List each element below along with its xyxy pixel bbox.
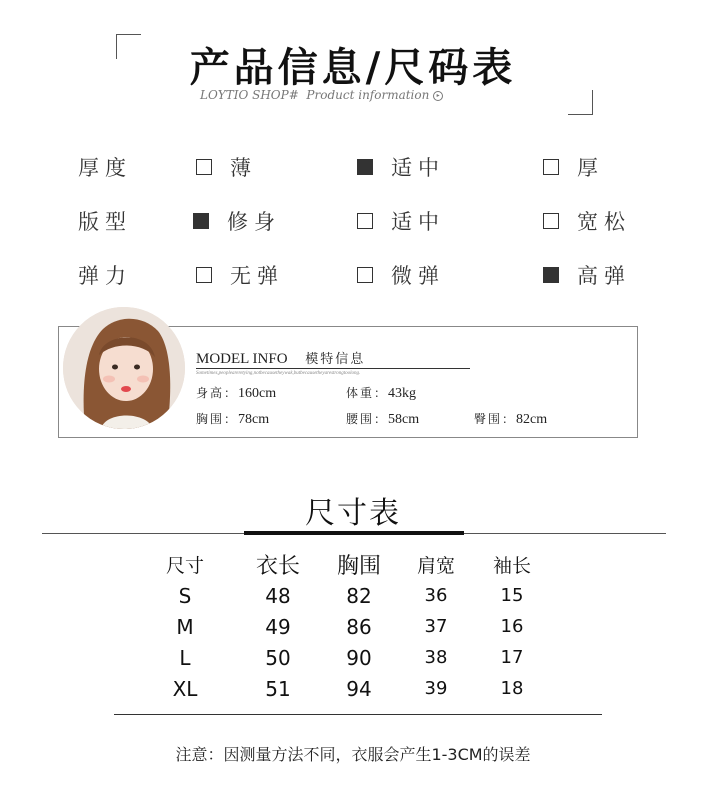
checkbox-icon — [543, 159, 559, 175]
model-heading-en: MODEL INFO — [196, 351, 288, 367]
column-header: 袖长 — [492, 554, 531, 577]
table-cell: 90 — [346, 645, 372, 670]
model-heading-cn: 模特信息 — [305, 352, 366, 367]
option-medium — [357, 152, 445, 182]
option-label: 修身 — [227, 210, 281, 234]
option-label: 无弹 — [230, 264, 284, 288]
table-cell: M — [176, 614, 194, 639]
circle-arrow-icon: ▸ — [433, 91, 443, 101]
size-table — [130, 548, 554, 704]
table-row — [130, 673, 554, 704]
size-chart-title: 尺寸表 — [305, 496, 401, 531]
table-cell: 50 — [265, 645, 291, 670]
model-tagline: Sometimes,peopleareretying,notbecausetheywak,butbecausetheyarestrongtoolong. — [196, 371, 361, 376]
stat-label: 腰围： — [346, 412, 389, 426]
measurement-note: 注意：因测量方法不同，衣服会产生1-3CM的误差 — [175, 745, 531, 764]
table-cell: 51 — [265, 676, 291, 701]
stat-label: 身高： — [196, 386, 239, 400]
table-cell: 86 — [346, 614, 372, 639]
column-header: 肩宽 — [416, 554, 455, 577]
attribute-label: 版型 — [78, 210, 132, 234]
checkbox-icon — [196, 267, 212, 283]
stat-label: 臀围： — [474, 412, 517, 426]
option-slight-stretch — [357, 260, 445, 290]
table-row — [130, 611, 554, 642]
option-label: 薄 — [230, 156, 257, 180]
option-no-stretch — [196, 260, 284, 290]
stat-value: 82cm — [516, 412, 548, 427]
checkbox-icon — [196, 159, 212, 175]
column-header: 胸围 — [336, 553, 381, 579]
option-regular — [357, 206, 445, 236]
option-label: 适中 — [391, 210, 445, 234]
option-label: 高弹 — [577, 264, 631, 288]
divider — [196, 368, 470, 369]
stat-value: 78cm — [238, 412, 270, 427]
checkbox-icon — [357, 267, 373, 283]
table-cell: 94 — [346, 676, 372, 701]
table-cell: 49 — [265, 614, 291, 639]
model-info-heading — [196, 348, 365, 368]
column-header: 衣长 — [255, 553, 300, 579]
stat-value: 58cm — [388, 412, 420, 427]
table-cell: 39 — [424, 678, 448, 699]
table-row — [130, 642, 554, 673]
option-thick — [543, 152, 604, 182]
model-waist — [346, 410, 419, 428]
attribute-label: 厚度 — [78, 156, 132, 180]
table-cell: 18 — [500, 678, 524, 699]
subtitle-label: Product information — [306, 88, 430, 102]
model-bust — [196, 410, 269, 428]
option-label: 厚 — [577, 156, 604, 180]
stat-value: 160cm — [238, 386, 277, 401]
option-loose — [543, 206, 631, 236]
column-header: 尺寸 — [165, 554, 204, 577]
table-cell: XL — [172, 676, 198, 701]
table-cell: S — [178, 583, 192, 608]
page-title: 产品信息/尺码表 — [189, 44, 517, 91]
option-slim — [193, 206, 281, 236]
attribute-label: 弹力 — [78, 264, 132, 288]
attribute-row-elasticity — [0, 254, 706, 294]
checkbox-checked-icon — [193, 213, 209, 229]
title-underline — [244, 531, 464, 535]
option-label: 宽松 — [577, 210, 631, 234]
model-height — [196, 384, 276, 402]
table-cell: 48 — [265, 583, 291, 608]
option-label: 微弹 — [391, 264, 445, 288]
table-cell: 17 — [500, 647, 524, 668]
table-cell: 82 — [346, 583, 372, 608]
corner-bracket-bottom-right — [568, 90, 593, 115]
attribute-row-fit — [0, 200, 706, 240]
table-cell: 36 — [424, 585, 448, 606]
option-label: 适中 — [391, 156, 445, 180]
page-subtitle — [200, 88, 443, 102]
checkbox-icon — [543, 213, 559, 229]
option-high-stretch — [543, 260, 631, 290]
table-cell: 15 — [500, 585, 524, 606]
checkbox-icon — [357, 213, 373, 229]
stat-label: 胸围： — [196, 412, 239, 426]
checkbox-checked-icon — [543, 267, 559, 283]
table-header-row — [130, 548, 554, 580]
table-row — [130, 580, 554, 611]
table-cell: L — [179, 645, 191, 670]
table-cell: 38 — [424, 647, 448, 668]
model-avatar — [63, 307, 185, 429]
stat-value: 43kg — [388, 386, 417, 401]
checkbox-checked-icon — [357, 159, 373, 175]
attribute-row-thickness — [0, 146, 706, 186]
table-cell: 16 — [500, 616, 524, 637]
model-weight — [346, 384, 416, 402]
divider — [114, 714, 602, 715]
model-hip — [474, 410, 547, 428]
brand-name: LOYTIO SHOP# — [200, 88, 299, 102]
table-cell: 37 — [424, 616, 448, 637]
model-portrait-icon — [63, 307, 185, 429]
option-thin — [196, 152, 257, 182]
stat-label: 体重： — [346, 386, 389, 400]
